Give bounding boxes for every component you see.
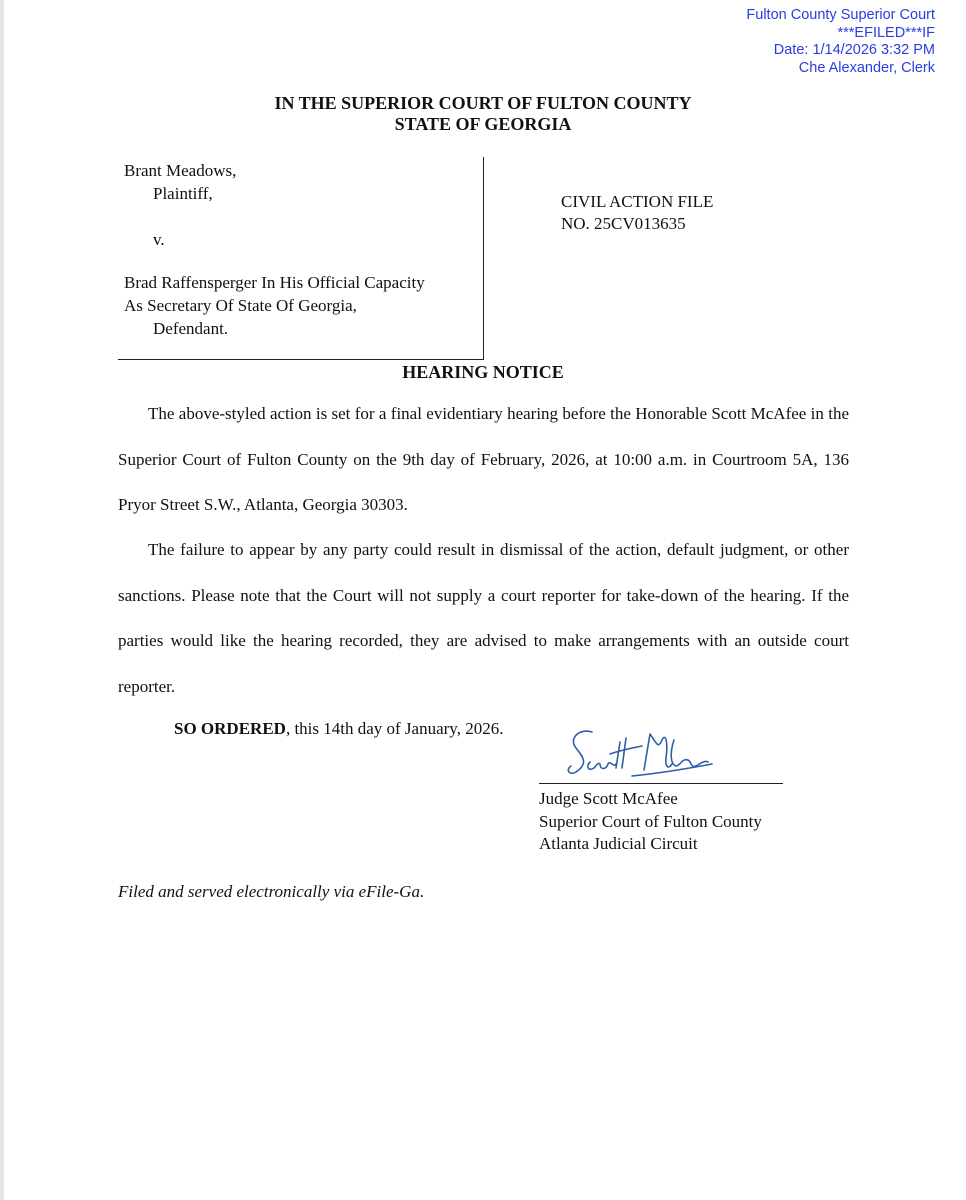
- plaintiff-name: Brant Meadows,: [124, 161, 237, 180]
- plaintiff-role: Plaintiff,: [153, 184, 213, 203]
- court-header-line1: IN THE SUPERIOR COURT OF FULTON COUNTY: [274, 93, 692, 113]
- judge-block: [539, 788, 762, 856]
- notice-paragraph-1: [118, 391, 849, 528]
- efile-stamp: [746, 7, 935, 77]
- court-header: [0, 93, 966, 135]
- judge-name: Judge Scott McAfee: [539, 789, 678, 808]
- so-ordered-bold: SO ORDERED: [174, 719, 286, 738]
- versus: v.: [153, 230, 165, 249]
- filed-note: Filed and served electronically via eFile-Ga.: [118, 882, 425, 901]
- defendant-line2: As Secretary Of State Of Georgia,: [124, 296, 357, 315]
- judge-court: Superior Court of Fulton County: [539, 811, 762, 831]
- judge-signature: [562, 720, 722, 782]
- notice-title: HEARING NOTICE: [402, 362, 564, 382]
- so-ordered-date: , this 14th day of January, 2026.: [285, 719, 504, 738]
- case-label: CIVIL ACTION FILE: [561, 192, 714, 211]
- stamp-clerk: Che Alexander, Clerk: [798, 59, 935, 76]
- stamp-date: Date: 1/14/2026 3:32 PM: [773, 42, 935, 58]
- notice-paragraph-1-text: The above-styled action is set for a final evidentiary hearing before the Honorable Scott McAfee in the Superior Court of Fulton County on the 9th day of February, 2026, at 10:00 a.m. in Courtroom 5A, 136 Pryor Street S.W., Atlanta, Georgia 30303.: [118, 404, 849, 514]
- stamp-status: ***EFILED***IF: [837, 24, 935, 41]
- defendant-role: Defendant.: [153, 319, 229, 338]
- court-header-line2: STATE OF GEORGIA: [394, 114, 572, 134]
- signature-line: [539, 783, 783, 784]
- stamp-court: Fulton County Superior Court: [746, 7, 935, 23]
- defendant-line1: Brad Raffensperger In His Official Capacity: [124, 273, 425, 292]
- signature-strokes: [568, 731, 712, 776]
- judge-circuit: Atlanta Judicial Circuit: [539, 834, 698, 853]
- notice-paragraph-2: [118, 527, 849, 709]
- case-number-block: [561, 191, 713, 235]
- so-ordered-line: [174, 719, 503, 739]
- page-edge: [0, 0, 4, 1200]
- notice-paragraph-2-text: The failure to appear by any party could result in dismissal of the action, default judgment, or other sanctions. Please note that the Court will not supply a court reporter for take-down of the hearing. If the parties would like the hearing recorded, they are advised to make arrangements with an outside court reporter.: [118, 540, 849, 696]
- case-number: NO. 25CV013635: [561, 214, 686, 233]
